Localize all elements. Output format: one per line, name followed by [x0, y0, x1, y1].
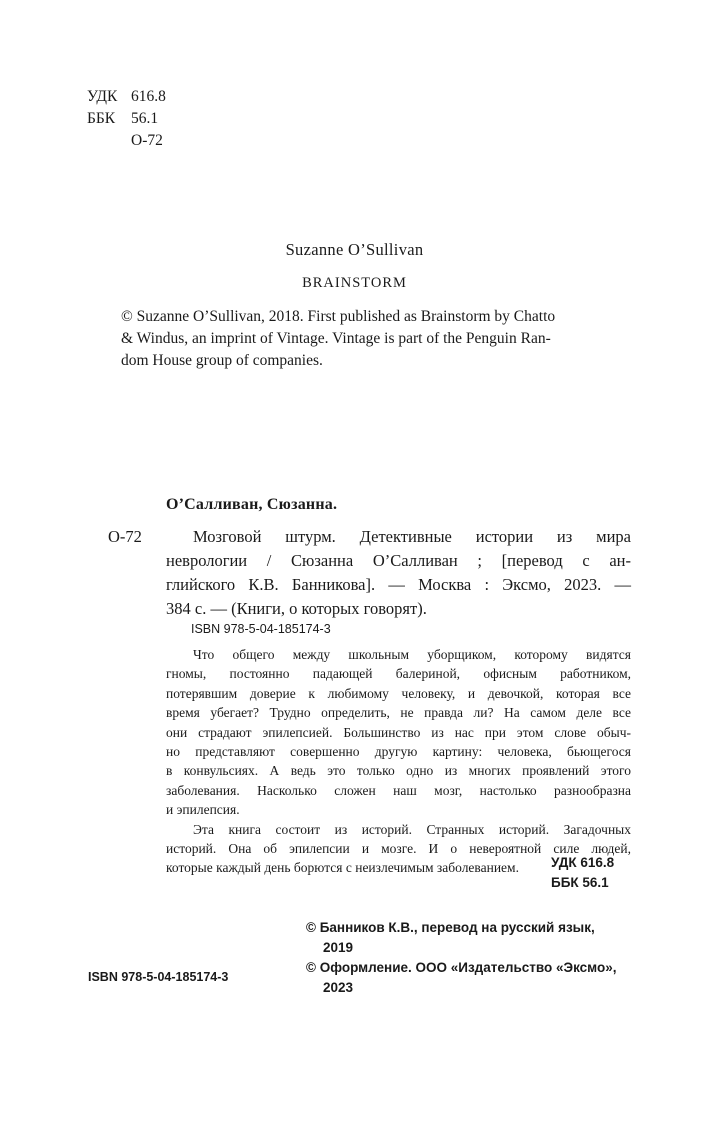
annotation-line: заболевания. Насколько сложен наш мозг, настолько разнообразна [166, 782, 631, 798]
description-line: Мозговой штурм. Детективные истории из мира [193, 527, 631, 546]
annotation-line: они страдают эпилепсией. Большинство из нас при этом слове обыч- [166, 724, 631, 740]
annotation-line: гномы, постоянно падающей балериной, офисным работником, [166, 666, 631, 682]
copyright-line: © Suzanne O’Sullivan, 2018. First published as Brainstorm by Chatto [121, 308, 556, 325]
design-copyright-line: © Оформление. ООО «Издательство «Эксмо», [306, 960, 617, 975]
annotation [166, 645, 631, 878]
description-line: неврологии / Сюзанна О’Салливан ; [перевод с ан- [166, 551, 631, 570]
record-author-sign: О-72 [108, 527, 142, 546]
annotation-line: потерявшим доверие к любимому человеку, и девочкой, которая все [166, 685, 631, 701]
copyright-line: & Windus, an imprint of Vintage. Vintage is part of the Penguin Ran- [121, 330, 551, 347]
bbk-label: ББК [87, 110, 116, 127]
original-copyright [121, 306, 625, 372]
annotation-line: но представляют совершенно другую картину: человека, бьющегося [166, 744, 631, 760]
udk-label: УДК [87, 88, 118, 105]
annotation-line: которые каждый день борются с неизлечимым заболеванием. [166, 860, 519, 876]
description-line: 384 с. — (Книги, о которых говорят). [166, 599, 427, 618]
translation-copyright-year: 2019 [323, 940, 354, 955]
author-sign-top: О-72 [131, 132, 163, 149]
design-copyright-year: 2023 [323, 980, 354, 995]
record-author-heading: О’Салливан, Сюзанна. [166, 496, 338, 513]
classification-codes [87, 86, 166, 152]
annotation-line: время убегает? Трудно определить, не правда ли? На самом деле все [166, 705, 631, 721]
bbk-value: 56.1 [131, 110, 159, 127]
original-author: Suzanne O’Sullivan [285, 240, 424, 259]
original-title: BRAINSTORM [302, 275, 407, 291]
annotation-line: и эпилепсия. [166, 802, 240, 818]
author-sign-row [87, 130, 166, 152]
annotation-line: в конвульсиях. А ведь это только одно из многих проявлений этого [166, 763, 631, 779]
translation-copyright-line: © Банников К.В., перевод на русский язык, [306, 920, 595, 935]
isbn-bottom: ISBN 978-5-04-185174-3 [88, 970, 229, 984]
record-isbn: ISBN 978-5-04-185174-3 [191, 622, 331, 636]
udk-value: 616.8 [131, 88, 166, 105]
bottom-codes [551, 853, 614, 893]
annotation-line: Что общего между школьным уборщиком, которому видятся [193, 647, 631, 662]
annotation-line: историй. Она об эпилепсии и мозге. И о невероятной силе людей, [166, 841, 631, 857]
record-description [166, 525, 631, 621]
translation-copyright [306, 918, 617, 998]
udk-row [87, 86, 166, 108]
copyright-line: dom House group of companies. [121, 352, 323, 369]
annotation-line: Эта книга состоит из историй. Странных историй. Загадочных [193, 821, 631, 837]
bottom-bbk: ББК 56.1 [551, 875, 609, 890]
bbk-row [87, 108, 166, 130]
description-line: глийского К.В. Банникова]. — Москва : Эксмо, 2023. — [166, 575, 631, 594]
bottom-udk: УДК 616.8 [551, 855, 615, 870]
